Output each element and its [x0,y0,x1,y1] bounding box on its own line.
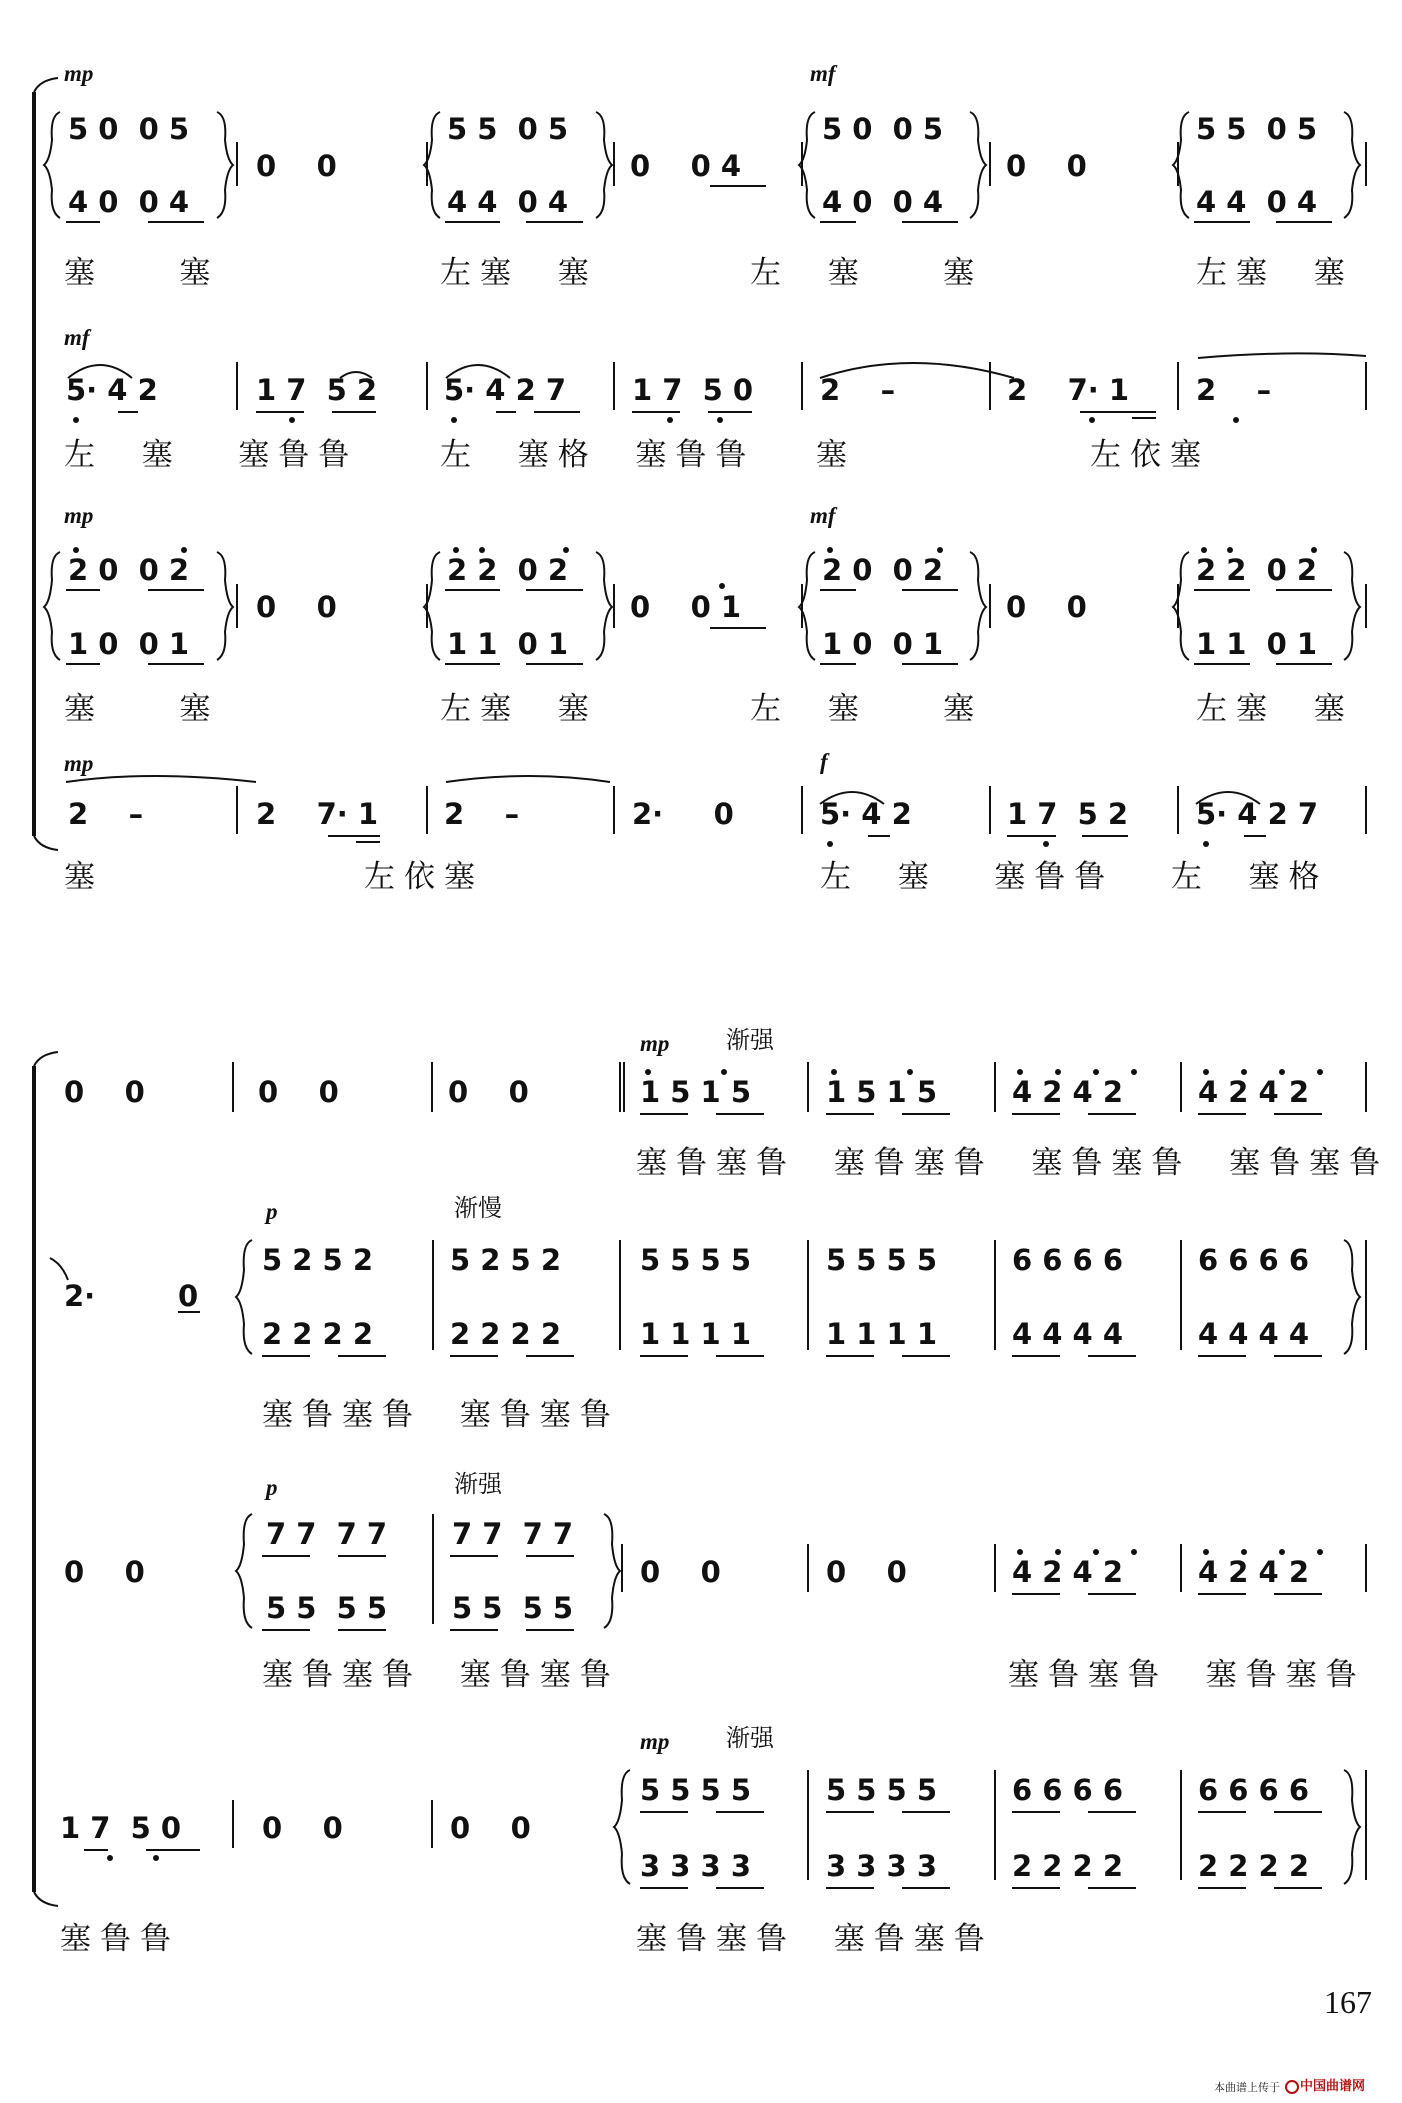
notes: 4 2 4 2 [1198,1555,1310,1589]
lyrics: 左 塞 塞鲁鲁 左 塞格 [820,859,1329,895]
notes: 4 2 4 2 [1012,1555,1124,1589]
notes: 2 – [820,373,896,407]
lyrics: 塞 塞 [64,691,220,727]
notes-upper: 6 6 6 6 [1012,1773,1124,1807]
lyrics: 左 塞 塞鲁鲁 [64,437,359,473]
dynamic-mp: mp [64,503,94,528]
notes-lower: 1 1 1 1 [640,1317,752,1351]
chord-upper: 5 5 0 5 [447,112,569,146]
rest-measure: 0 0 [640,1555,721,1589]
lyrics: 塞鲁塞鲁 塞鲁塞鲁 [262,1397,620,1433]
notes-lower: 3 3 3 3 [640,1849,752,1883]
notes-lower: 3 3 3 3 [826,1849,938,1883]
lyrics: 左塞 塞 [440,255,598,291]
rest-measure: 0 0 [64,1555,145,1589]
notes-upper: 5 2 5 2 [450,1243,562,1277]
rest-measure: 0 0 [448,1075,529,1109]
notes-upper: 7 7 7 7 [266,1517,388,1551]
chord-lower: 4 0 0 4 [68,185,190,219]
dynamic-mp: mp [640,1729,670,1754]
dynamic-mf: mf [810,503,836,528]
notes-upper: 6 6 6 6 [1198,1773,1310,1807]
notes: 5· 4 2 7 [1196,797,1319,831]
notes-upper: 5 2 5 2 [262,1243,374,1277]
dynamic-mf: mf [810,61,836,86]
dynamic-p: p [266,1199,278,1224]
notes-upper: 6 6 6 6 [1012,1243,1124,1277]
notes: 1 7 5 0 [632,373,754,407]
chord-upper: 5 0 0 5 [68,112,190,146]
chord-lower: 1 0 0 1 [822,627,944,661]
notes: 1 5 1 5 [826,1075,938,1109]
chord-upper: 5 5 0 5 [1196,112,1318,146]
lyrics: 塞 塞 [64,255,220,291]
notes: 5· 4 2 [66,373,158,407]
notes: 1 7 5 2 [256,373,378,407]
chord-lower: 4 4 0 4 [1196,185,1318,219]
lyrics: 塞鲁塞鲁 塞鲁塞鲁 [1008,1657,1366,1693]
rest-measure: 0 0 [256,149,337,183]
notes: 4 2 4 2 [1012,1075,1124,1109]
notes: 2· 0 [632,797,734,831]
notes-upper: 7 7 7 7 [452,1517,574,1551]
notes: 4 2 4 2 [1198,1075,1310,1109]
notes-upper: 5 5 5 5 [826,1243,938,1277]
notes: 0 [178,1279,199,1313]
notes-lower: 5 5 5 5 [452,1591,574,1625]
notes: 1 5 1 5 [640,1075,752,1109]
notes: 2 – [444,797,520,831]
chord-upper: 2 2 0 2 [447,553,569,587]
notes: 2 7· 1 [1007,373,1130,407]
notes-upper: 5 5 5 5 [640,1773,752,1807]
lyrics: 塞 [64,859,104,895]
rest-measure: 0 0 [1006,149,1087,183]
footer-site: 中国曲谱网 [1300,2079,1366,2094]
ritardando-text: 渐慢 [454,1194,502,1222]
page-number: 167 [1324,1984,1372,2020]
rest-measure: 0 0 [258,1075,339,1109]
lyrics: 左塞 塞 [440,691,598,727]
crescendo-text: 渐强 [726,1724,774,1752]
chord-lower: 1 0 0 1 [68,627,190,661]
notes-lower: 2 2 2 2 [450,1317,562,1351]
notes-lower: 4 4 4 4 [1012,1317,1124,1351]
chord-lower: 4 0 0 4 [822,185,944,219]
dynamic-f: f [820,749,828,774]
notes-lower: 2 2 2 2 [1198,1849,1310,1883]
rest-measure: 0 0 [826,1555,907,1589]
footer-note: 本曲谱上传于 [1214,2081,1280,2094]
notes-lower: 2 2 2 2 [262,1317,374,1351]
dynamic-mf: mf [64,325,90,350]
chord-lower: 4 4 0 4 [447,185,569,219]
rest-measure: 0 0 [262,1811,343,1845]
chord-upper: 2 0 0 2 [822,553,944,587]
lyrics: 左 塞 塞 [750,255,984,291]
rest-measure: 0 0 [450,1811,531,1845]
lyrics: 左依塞 [364,859,484,895]
notes-lower: 2 2 2 2 [1012,1849,1124,1883]
lyrics: 塞鲁鲁 [60,1921,180,1957]
notes: 2· [64,1279,96,1313]
chord-lower: 1 1 0 1 [447,627,569,661]
lyrics: 左 塞格 塞鲁鲁 [440,437,756,473]
notes-lower: 4 4 4 4 [1198,1317,1310,1351]
rest-measure: 0 0 4 [630,149,742,183]
lyrics: 塞鲁塞鲁 塞鲁塞鲁 [636,1921,994,1957]
lyrics: 左依塞 [1090,437,1210,473]
chord-lower: 1 1 0 1 [1196,627,1318,661]
crescendo-text: 渐强 [726,1026,774,1054]
notes: 5· 4 2 7 [444,373,567,407]
chord-upper: 2 2 0 2 [1196,553,1318,587]
lyrics: 塞鲁塞鲁 塞鲁塞鲁 [262,1657,620,1693]
lyrics: 左塞 塞 [1196,255,1354,291]
notes-lower: 1 1 1 1 [826,1317,938,1351]
lyrics: 左塞 塞 [1196,691,1354,727]
lyrics: 塞 [816,437,856,473]
notes: 2 – [68,797,144,831]
dynamic-p: p [266,1475,278,1500]
site-logo-icon [1286,2081,1298,2093]
dynamic-mp: mp [64,751,94,776]
notes-upper: 5 5 5 5 [640,1243,752,1277]
lyrics: 塞鲁塞鲁 塞鲁塞鲁 塞鲁塞鲁 塞鲁塞鲁 [636,1145,1390,1181]
rest-measure: 0 0 [1006,590,1087,624]
notes: 2 – [1196,373,1272,407]
dynamic-mp: mp [64,61,94,86]
dynamic-mp: mp [640,1031,670,1056]
notes-lower: 5 5 5 5 [266,1591,388,1625]
notes-upper: 6 6 6 6 [1198,1243,1310,1277]
chord-upper: 5 0 0 5 [822,112,944,146]
notes: 2 7· 1 [256,797,379,831]
rest-measure: 0 0 1 [630,590,742,624]
lyrics: 左 塞 塞 [750,691,984,727]
notes-upper: 5 5 5 5 [826,1773,938,1807]
notes: 1 7 5 0 [60,1811,182,1845]
chord-upper: 2 0 0 2 [68,553,190,587]
notes: 5· 4 2 [820,797,912,831]
rest-measure: 0 0 [64,1075,145,1109]
rest-measure: 0 0 [256,590,337,624]
notes: 1 7 5 2 [1007,797,1129,831]
crescendo-text: 渐强 [454,1470,502,1498]
